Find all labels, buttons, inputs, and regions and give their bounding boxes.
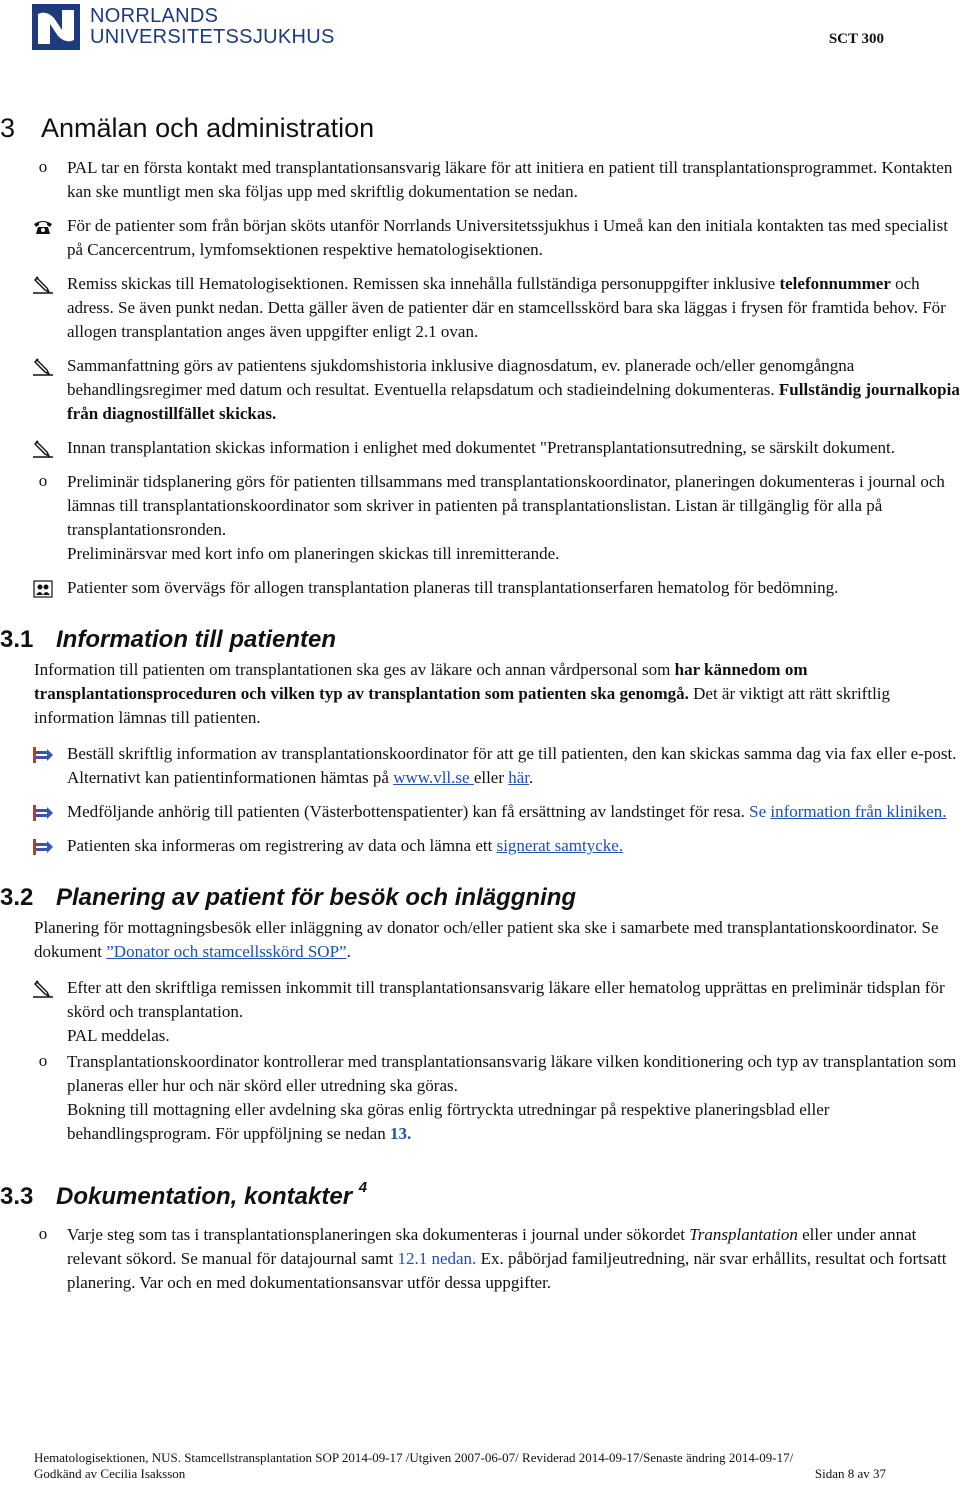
group-icon [32, 578, 54, 600]
pencil-icon [32, 978, 54, 1000]
list-item [0, 214, 960, 262]
intro-text: Information till patienten om transplantationen ska ges av läkare och annan vårdpersonal som [34, 660, 675, 679]
bullet-o: o [38, 1051, 48, 1070]
item-text-bold: telefonnummer [779, 274, 891, 293]
har-link[interactable]: här [508, 768, 530, 787]
item-text: Preliminärsvar med kort info om planeringen skickas till inremitterande. [67, 544, 560, 563]
vll-link[interactable]: www.vll.se [393, 768, 474, 787]
item-text: Patienten ska informeras om registrering av data och lämna ett [67, 836, 497, 855]
arrow-bullet-icon [32, 836, 54, 858]
item-text: Patienter som övervägs för allogen transplantation planeras till transplantationserfaren hematolog för bedömning. [67, 578, 839, 597]
section-number: 3.1 [0, 626, 34, 653]
arrow-bullet-icon [32, 802, 54, 824]
pencil-icon [32, 356, 54, 378]
footer-approved-by: Godkänd av Cecilia Isaksson [34, 1466, 186, 1481]
section-3-2-heading [0, 880, 960, 916]
item-text: PAL meddelas. [67, 1026, 170, 1045]
item-text-blue: Se [749, 802, 771, 821]
page-header [0, 0, 960, 80]
logo-line-2: UNIVERSITETSSJUKHUS [90, 26, 335, 48]
clinic-info-link[interactable]: information från kliniken. [770, 802, 947, 821]
item-text: Innan transplantation skickas information i enlighet med dokumentet "Pretransplantationsutredning, se särskilt dokument. [67, 438, 895, 457]
item-text: Sammanfattning görs av patientens sjukdomshistoria inklusive diagnosdatum, ev. planerade och/eller genomgångna behandlingsregimer med datum och resultat. Eventuella relapsdatum och stadieindelning dokumenteras. [67, 356, 855, 399]
list-item [0, 436, 960, 460]
document-code: SCT 300 [828, 31, 884, 47]
section-title: Dokumentation, kontakter [56, 1183, 353, 1210]
item-text: Medföljande anhörig till patienten (Västerbottenspatienter) kan få ersättning av landstinget för resa. [67, 802, 750, 821]
section-ref: 13. [389, 1124, 412, 1143]
item-text-italic: Transplantation [689, 1225, 798, 1244]
list-item [0, 156, 960, 204]
list-item [0, 1223, 960, 1295]
arrow-bullet-icon [32, 744, 54, 766]
item-text: eller under annat relevant sökord. Se manual för datajournal samt [67, 1225, 917, 1268]
item-text: Transplantationskoordinator kontrollerar med transplantationsansvarig läkare vilken konditionering och typ av transplantation som planeras eller hur och när skörd eller utredning ska göras. [67, 1052, 957, 1095]
item-text: Beställ skriftlig information av transplantationskoordinator för att ge till patienten, den kan skickas samma dag via fax eller e-post. Alternativt kan patientinformationen hämtas på [67, 744, 957, 787]
logo-line-1: NORRLANDS [90, 5, 219, 27]
intro-text: Planering för mottagningsbesök eller inläggning av donator och/eller patient ska ske i samarbete med transplantationskoordinator. Se dokument [34, 918, 939, 961]
section-3-3-heading [0, 1170, 960, 1215]
item-text: Bokning till mottagning eller avdelning ska göras enlig förtryckta utredningar på respektive planeringsblad eller behandlingsprogram. För uppföljning se nedan [67, 1100, 830, 1143]
consent-link[interactable]: signerat samtycke. [496, 836, 624, 855]
pencil-icon [32, 274, 54, 296]
list-item [0, 834, 960, 858]
item-text: Remiss skickas till Hematologisektionen. Remissen ska innehålla fullständiga personuppgifter inklusive [67, 274, 780, 293]
intro-text: . [346, 942, 351, 961]
item-text: eller [473, 768, 509, 787]
hospital-logo [32, 4, 335, 50]
intro-text-bold: har kännedom om transplantationsproceduren och vilken typ av transplantation som patienten ska genomgå. [34, 660, 808, 703]
phone-icon [32, 216, 54, 238]
section-number: 3 [0, 113, 16, 143]
page-number: Sidan 8 av 37 [814, 1466, 886, 1481]
pencil-icon [32, 438, 54, 460]
section-ref: 12.1 nedan. [397, 1249, 477, 1268]
intro-text: Det är viktigt att rätt skriftlig information lämnas till patienten. [34, 684, 891, 727]
section-number: 3.2 [0, 884, 34, 911]
section-intro [0, 658, 960, 730]
page-content [0, 108, 960, 1295]
item-text: . [529, 768, 534, 787]
item-text: Varje steg som tas i transplantationsplaneringen ska dokumenteras i journal under sökordet [67, 1225, 690, 1244]
section-title: Anmälan och administration [41, 113, 375, 143]
list-item [0, 1050, 960, 1146]
list-item [0, 742, 960, 790]
section-title: Planering av patient för besök och inläggning [56, 884, 577, 911]
item-text-bold: Fullständig journalkopia från diagnostillfället skickas. [67, 380, 960, 423]
item-text: För de patienter som från början sköts utanför Norrlands Universitetssjukhus i Umeå kan den initiala kontakten tas med specialist på Cancercentrum, lymfomsektionen respektive hematologisektionen. [67, 216, 948, 259]
section-number: 3.3 [0, 1183, 34, 1210]
list-item [0, 576, 960, 600]
list-item [0, 354, 960, 426]
list-item [0, 800, 960, 824]
list-item [0, 470, 960, 566]
item-text: Ex. påbörjad familjeutredning, när svar erhållits, resultat och fortsatt planering. Var och en med dokumentationsansvar utför dessa uppgifter. [67, 1249, 947, 1292]
bullet-o: o [38, 1224, 48, 1243]
item-text: Preliminär tidsplanering görs för patienten tillsammans med transplantationskoordinator, planeringen dokumenteras i journal och lämnas till transplantationskoordinator som skriver in patienten på transplantationslistan. Listan är tillgänglig för alla på transplantationsronden. [67, 472, 945, 539]
section-title: Information till patienten [56, 626, 336, 653]
logo-mark-icon [32, 4, 80, 50]
section-3-1-heading [0, 622, 960, 658]
footer-line-1: Hematologisektionen, NUS. Stamcellstransplantation SOP 2014-09-17 /Utgiven 2007-06-07/ Reviderad 2014-09-17/Senaste ändring 2014-09-17/ [34, 1450, 794, 1465]
item-text: och adress. Se även punkt nedan. Detta gäller även de patienter där en stamcellsskörd bara ska läggas i frysen för framtida behov. För allogen transplantation anges även uppgifter enligt 2.1 ovan. [67, 274, 946, 341]
item-text: Efter att den skriftliga remissen inkommit till transplantationsansvarig läkare eller hematolog upprättas en preliminär tidsplan för skörd och transplantation. [67, 978, 945, 1021]
item-text: PAL tar en första kontakt med transplantationsansvarig läkare för att initiera en patient till transplantationsprogrammet. Kontakten kan ske muntligt men ska följas upp med skriftlig dokumentation se nedan. [67, 158, 953, 201]
list-item [0, 272, 960, 344]
list-item [0, 976, 960, 1048]
bullet-o: o [38, 471, 48, 490]
bullet-o: o [38, 157, 48, 176]
section-intro [0, 916, 960, 964]
footnote-ref: 4 [358, 1179, 368, 1196]
section-3-heading [0, 108, 960, 148]
donator-sop-link[interactable]: ”Donator och stamcellsskörd SOP” [106, 942, 347, 961]
page-footer [34, 1450, 886, 1482]
